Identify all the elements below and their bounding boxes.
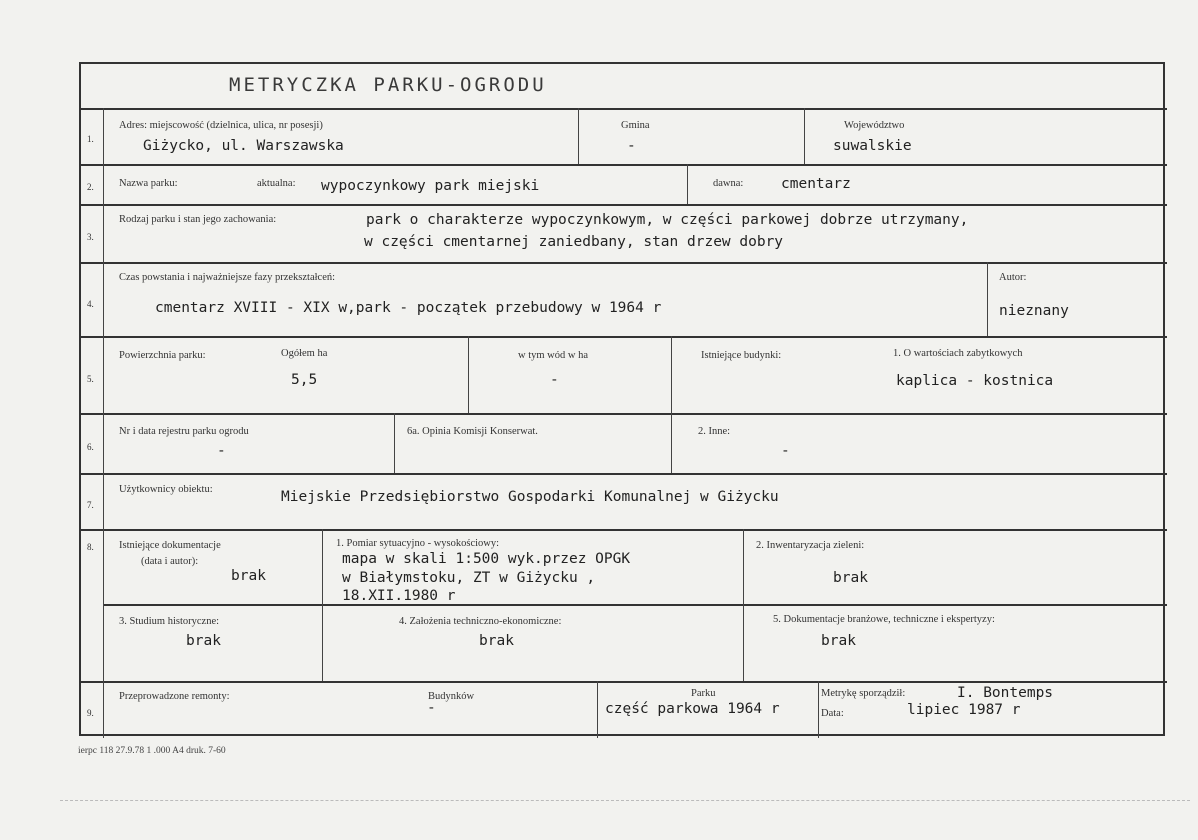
gmina-value: - [627, 138, 636, 154]
print-footer: ierpc 118 27.9.78 1 .000 A4 druk. 7-60 [78, 746, 226, 756]
address-label: Adres: miejscowość (dzielnica, ulica, nr posesji) [119, 120, 323, 131]
current-name-label: aktualna: [257, 178, 296, 189]
cell-divider [468, 336, 469, 413]
row-divider [81, 262, 1167, 264]
date-label: Data: [821, 708, 844, 719]
row-divider [81, 681, 1167, 683]
register-label: Nr i data rejestru parku ogrodu [119, 426, 249, 437]
row-number: 5. [87, 374, 94, 384]
survey-line-3: 18.XII.1980 r [342, 588, 456, 604]
cell-divider [322, 529, 323, 681]
row-divider [81, 473, 1167, 475]
history-label: Czas powstania i najważniejsze fazy przekształceń: [119, 272, 336, 283]
survey-label: 1. Pomiar sytuacyjno - wysokościowy: [336, 538, 500, 549]
documentation-sublabel: (data i autor): [141, 556, 199, 567]
historical-study-value: brak [186, 633, 221, 649]
former-name-value: cmentarz [781, 176, 851, 192]
perforation-line [60, 800, 1190, 801]
row-divider [81, 529, 1167, 531]
tech-econ-assumptions-label: 4. Założenia techniczno-ekonomiczne: [399, 616, 562, 627]
total-area-label: Ogółem ha [281, 348, 328, 359]
row-number: 6. [87, 442, 94, 452]
row-number: 4. [87, 299, 94, 309]
row-divider [81, 108, 1167, 110]
cell-divider [687, 164, 688, 204]
row-divider [81, 336, 1167, 338]
cell-divider [671, 413, 672, 473]
conservation-opinion-label: 6a. Opinia Komisji Konserwat. [407, 426, 538, 437]
row-number: 8. [87, 542, 94, 552]
survey-line-2: w Białymstoku, ZT w Giżycku , [342, 570, 596, 586]
park-type-label: Rodzaj parku i stan jego zachowania: [119, 214, 277, 225]
row-number: 1. [87, 134, 94, 144]
number-column-divider [103, 108, 104, 738]
author-value: nieznany [999, 303, 1069, 319]
gmina-label: Gmina [621, 120, 650, 131]
greenery-inventory-label: 2. Inwentaryzacja zieleni: [756, 540, 865, 551]
documentation-label: Istniejące dokumentacje [119, 540, 221, 551]
row-number: 2. [87, 182, 94, 192]
row-divider [81, 413, 1167, 415]
cell-divider [671, 336, 672, 413]
branch-docs-value: brak [821, 633, 856, 649]
voivodeship-value: suwalskie [833, 138, 912, 154]
row-divider [81, 164, 1167, 166]
author-label: Autor: [999, 272, 1027, 283]
cell-divider [818, 681, 819, 738]
cell-divider [394, 413, 395, 473]
park-name-label: Nazwa parku: [119, 178, 178, 189]
buildings-label: Istniejące budynki: [701, 350, 782, 361]
survey-line-1: mapa w skali 1:500 wyk.przez OPGK [342, 551, 631, 567]
row-number: 7. [87, 500, 94, 510]
park-type-line-1: park o charakterze wypoczynkowym, w części parkowej dobrze utrzymany, [366, 212, 969, 228]
users-value: Miejskie Przedsiębiorstwo Gospodarki Komunalnej w Giżycku [281, 489, 779, 505]
other-buildings-label: 2. Inne: [698, 426, 731, 437]
park-repairs-label: Parku [691, 688, 716, 699]
prepared-by-value: I. Bontemps [957, 685, 1054, 701]
buildings-repairs-label: Budynków [428, 691, 475, 702]
cell-divider [804, 108, 805, 164]
water-area-label: w tym wód w ha [518, 350, 588, 361]
users-label: Użytkownicy obiektu: [119, 484, 213, 495]
cell-divider [987, 262, 988, 336]
park-repairs-value: część parkowa 1964 r [605, 701, 780, 717]
historical-study-label: 3. Studium historyczne: [119, 616, 220, 627]
cell-divider [597, 681, 598, 738]
row-number: 3. [87, 232, 94, 242]
buildings-repairs-value: - [427, 700, 436, 716]
other-buildings-value: - [781, 443, 790, 459]
voivodeship-label: Województwo [844, 120, 905, 131]
tech-econ-assumptions-value: brak [479, 633, 514, 649]
historic-buildings-label: 1. O wartościach zabytkowych [893, 348, 1023, 359]
historic-buildings-value: kaplica - kostnica [896, 373, 1054, 389]
area-label: Powierzchnia parku: [119, 350, 206, 361]
repairs-label: Przeprowadzone remonty: [119, 691, 230, 702]
card-title: METRYCZKA PARKU-OGRODU [229, 74, 547, 96]
row-divider [81, 204, 1167, 206]
total-area-value: 5,5 [291, 372, 318, 388]
history-value: cmentarz XVIII - XIX w,park - początek przebudowy w 1964 r [155, 300, 662, 316]
former-name-label: dawna: [713, 178, 744, 189]
row-divider [103, 604, 1167, 606]
documentation-value: brak [231, 568, 266, 584]
park-type-line-2: w części cmentarnej zaniedbany, stan drzew dobry [364, 234, 784, 250]
cell-divider [578, 108, 579, 164]
address-value: Giżycko, ul. Warszawska [143, 138, 344, 154]
branch-docs-label: 5. Dokumentacje branżowe, techniczne i ekspertyzy: [773, 614, 995, 625]
current-name-value: wypoczynkowy park miejski [321, 178, 540, 194]
water-area-value: - [550, 372, 559, 388]
record-card [79, 62, 1165, 736]
row-number: 9. [87, 708, 94, 718]
register-value: - [217, 443, 226, 459]
prepared-by-label: Metrykę sporządził: [821, 688, 906, 699]
cell-divider [743, 529, 744, 681]
greenery-inventory-value: brak [833, 570, 868, 586]
date-value: lipiec 1987 r [907, 702, 1021, 718]
